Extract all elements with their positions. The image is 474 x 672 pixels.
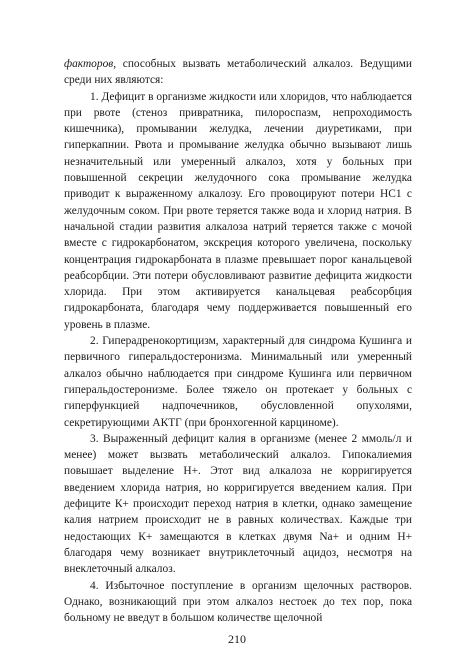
paragraph-item-4: 4. Избыточное поступление в организм щелочных растворов. Однако, возникающий при этом алкалоз нестоек до тех пор, пока больному не введут в большом количестве щелочной [64,579,412,625]
body-text [64,56,412,626]
paragraph-intro [64,56,412,89]
paragraph-intro-text: способных вызвать метаболический алкалоз. Ведущими среди них являются: [64,58,412,87]
paragraph-item-2: 2. Гиперадренокортицизм, характерный для синдрома Кушинга и первичного гиперальдостеронизма. Минимальный или умеренный алкалоз обычно наблюдается при синдроме Кушинга или первичном гиперальдостеронизме. Более тяжело он протекает у больных с гиперфункцией надпочечников, обусловленной опухолями, секретирующими АКТГ (при бронхогенной карциноме). [64,335,412,429]
paragraph-item-3: 3. Выраженный дефицит калия в организме (менее 2 ммоль/л и менее) может вызвать метаболический алкалоз. Гипокалиемия повышает выделение Н+. Этот вид алкалоза не корригируется введением хлорида натрия, но корригируется введением калия. При дефиците К+ происходит переход натрия в клетки, однако замещение калия натрием происходит не в равных количествах. Каждые три недостающих К+ замещаются в клетках двумя Na+ и одним Н+ благодаря чему возникает внутриклеточный ацидоз, несмотря на внеклеточный алкалоз. [64,432,412,576]
page-number: 210 [228,632,246,646]
paragraph-item-1: 1. Дефицит в организме жидкости или хлоридов, что наблюдается при рвоте (стеноз привратника, пилороспазм, непроходимость кишечника), промывании желудка, лечении диуретиками, при гиперкапнии. Рвота и промывание желудка обычно вызывают лишь незначительный или умеренный алкалоз, хотя у больных при повышенной секреции желудочного сока промывание желудка приводит к выраженному алкалозу. Его провоцируют потери НС1 с желудочным соком. При рвоте теряется также вода и хлорид натрия. В начальной стадии развития алкалоза натрий теряется также с мочой вместе с гидрокарбонатом, экскреция которого увеличена, поскольку концентрация гидрокарбоната в плазме превышает порог канальцевой реабсорбции. Эти потери обусловливают развитие дефицита жидкости хлорида. При этом активируется канальцевая реабсорбция гидрокарбоната, благодаря чему поддерживается повышенный его уровень в плазме. [64,90,412,331]
italic-lead-word: факторов, [64,58,117,70]
